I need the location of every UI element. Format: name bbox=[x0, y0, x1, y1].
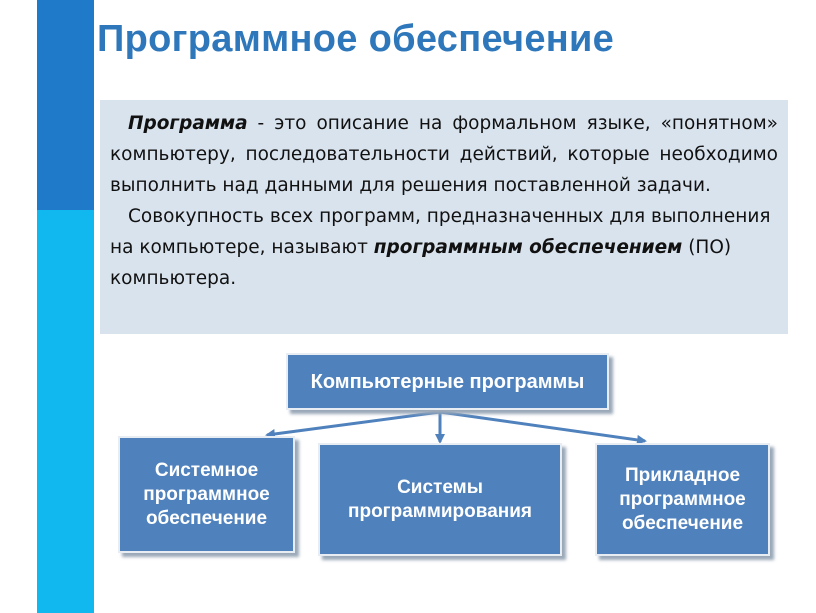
programming-systems-label: Системы программирования bbox=[347, 476, 533, 522]
computer-programs-box bbox=[286, 353, 609, 410]
page-title: Программное обеспечение bbox=[97, 18, 615, 60]
applied-software-box bbox=[595, 443, 770, 556]
software-tail: (ПО) компьютера. bbox=[110, 237, 732, 289]
arrow-to-applied bbox=[440, 412, 645, 441]
system-software-box bbox=[118, 436, 295, 553]
program-definition-text: - это описание на формальном языке, «понятном» компьютеру, последовательности действий, которые необходимо выполнить над данными для решения поставленной задачи. bbox=[110, 113, 778, 196]
program-term: Программа bbox=[128, 113, 248, 134]
programming-systems-box bbox=[318, 443, 562, 556]
arrow-to-system bbox=[267, 412, 440, 435]
computer-programs-label: Компьютерные программы bbox=[310, 370, 585, 393]
applied-software-label: Прикладное программное обеспечение bbox=[619, 464, 746, 534]
system-software-label: Системное программное обеспечение bbox=[143, 459, 270, 529]
software-intro: Совокупность всех программ, предназначенных для выполнения на компьютере, называют bbox=[110, 206, 771, 258]
software-term: программным обеспечением bbox=[373, 237, 683, 258]
